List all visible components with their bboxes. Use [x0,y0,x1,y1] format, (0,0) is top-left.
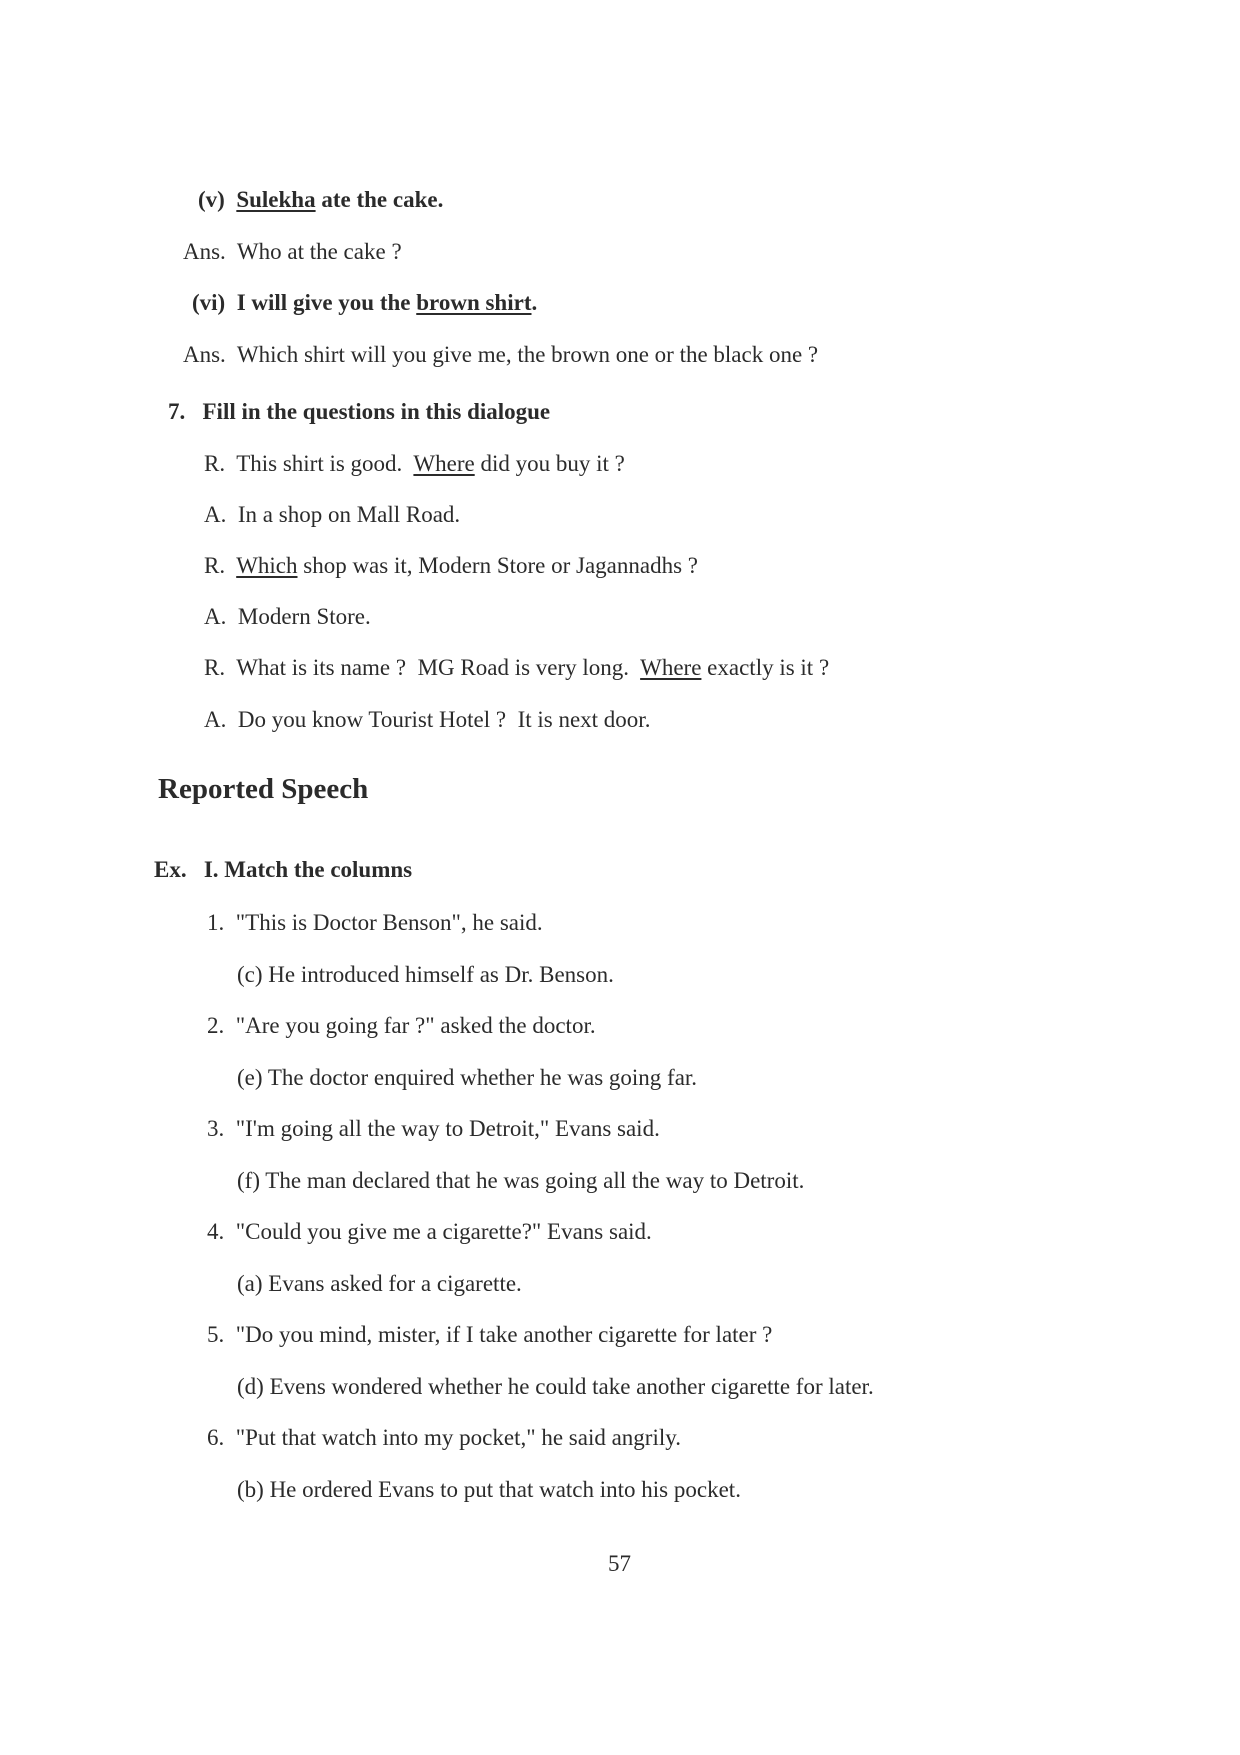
question-v [198,186,443,214]
answer-vi [183,341,818,369]
underlined-object: brown shirt [416,290,532,315]
speaker: R. [204,655,226,680]
speaker: R. [204,553,226,578]
question-text: I will give you the [236,290,417,315]
question-text-end: . [531,290,538,315]
underlined-word: Where [640,655,702,680]
exercise-title [154,856,412,884]
question-label: (vi) [192,290,226,315]
section-heading: Reported Speech [158,773,369,805]
question-text: ate the cake. [315,187,444,212]
item-number: 5. [207,1322,225,1347]
answer-label: Ans. [183,342,226,367]
match-item-answer: (e) The doctor enquired whether he was going far. [237,1065,698,1090]
speaker: A. [204,502,227,527]
line-text: What is its name ? MG Road is very long. [236,655,641,680]
speaker: A. [204,707,227,732]
match-item-quote [207,1115,660,1143]
item-number: 2. [207,1013,225,1038]
line-text: This shirt is good. [236,451,414,476]
match-item-answer: (b) He ordered Evans to put that watch into his pocket. [237,1477,741,1502]
line-text: Modern Store. [237,604,371,629]
question-title: Fill in the questions in this dialogue [202,399,551,424]
question-label: (v) [198,187,225,212]
match-item-quote [207,1321,772,1349]
line-text: In a shop on Mall Road. [237,502,461,527]
underlined-word: Where [413,451,475,476]
page-number: 57 [608,1551,631,1576]
answer-text: Which shirt will you give me, the brown one or the black one ? [236,342,819,367]
line-text-end: exactly is it ? [701,655,830,680]
dialogue-line [204,450,625,478]
item-number: 4. [207,1219,225,1244]
question-7-title [168,398,550,426]
match-item-quote [207,909,543,937]
question-vi [192,289,537,317]
exercise-label: Ex. [154,857,187,882]
answer-label: Ans. [183,239,226,264]
item-number: 3. [207,1116,225,1141]
question-number: 7. [168,399,186,424]
match-item-quote [207,1218,652,1246]
quote-text: "This is Doctor Benson", he said. [235,910,543,935]
quote-text: "I'm going all the way to Detroit," Evans said. [235,1116,660,1141]
quote-text: "Are you going far ?" asked the doctor. [235,1013,596,1038]
underlined-subject: Sulekha [236,187,316,212]
quote-text: "Do you mind, mister, if I take another cigarette for later ? [235,1322,773,1347]
match-item-quote [207,1424,681,1452]
dialogue-line [204,501,460,529]
quote-text: "Could you give me a cigarette?" Evans said. [235,1219,652,1244]
dialogue-line [204,654,829,682]
item-number: 6. [207,1425,225,1450]
dialogue-line [204,552,698,580]
dialogue-line [204,706,650,734]
match-item-answer: (c) He introduced himself as Dr. Benson. [237,962,614,987]
speaker: R. [204,451,226,476]
underlined-word: Which [236,553,298,578]
exercise-text: I. Match the columns [203,857,413,882]
item-number: 1. [207,910,225,935]
answer-text: Who at the cake ? [236,239,402,264]
match-item-answer: (d) Evens wondered whether he could take another cigarette for later. [237,1374,874,1399]
match-item-answer: (f) The man declared that he was going all the way to Detroit. [237,1168,805,1193]
quote-text: "Put that watch into my pocket," he said angrily. [235,1425,682,1450]
dialogue-line [204,603,371,631]
line-text: Do you know Tourist Hotel ? It is next door. [237,707,651,732]
line-text-end: shop was it, Modern Store or Jagannadhs ? [297,553,699,578]
line-text-end: did you buy it ? [474,451,625,476]
speaker: A. [204,604,227,629]
match-item-quote [207,1012,596,1040]
match-item-answer: (a) Evans asked for a cigarette. [237,1271,522,1296]
answer-v [183,238,402,266]
